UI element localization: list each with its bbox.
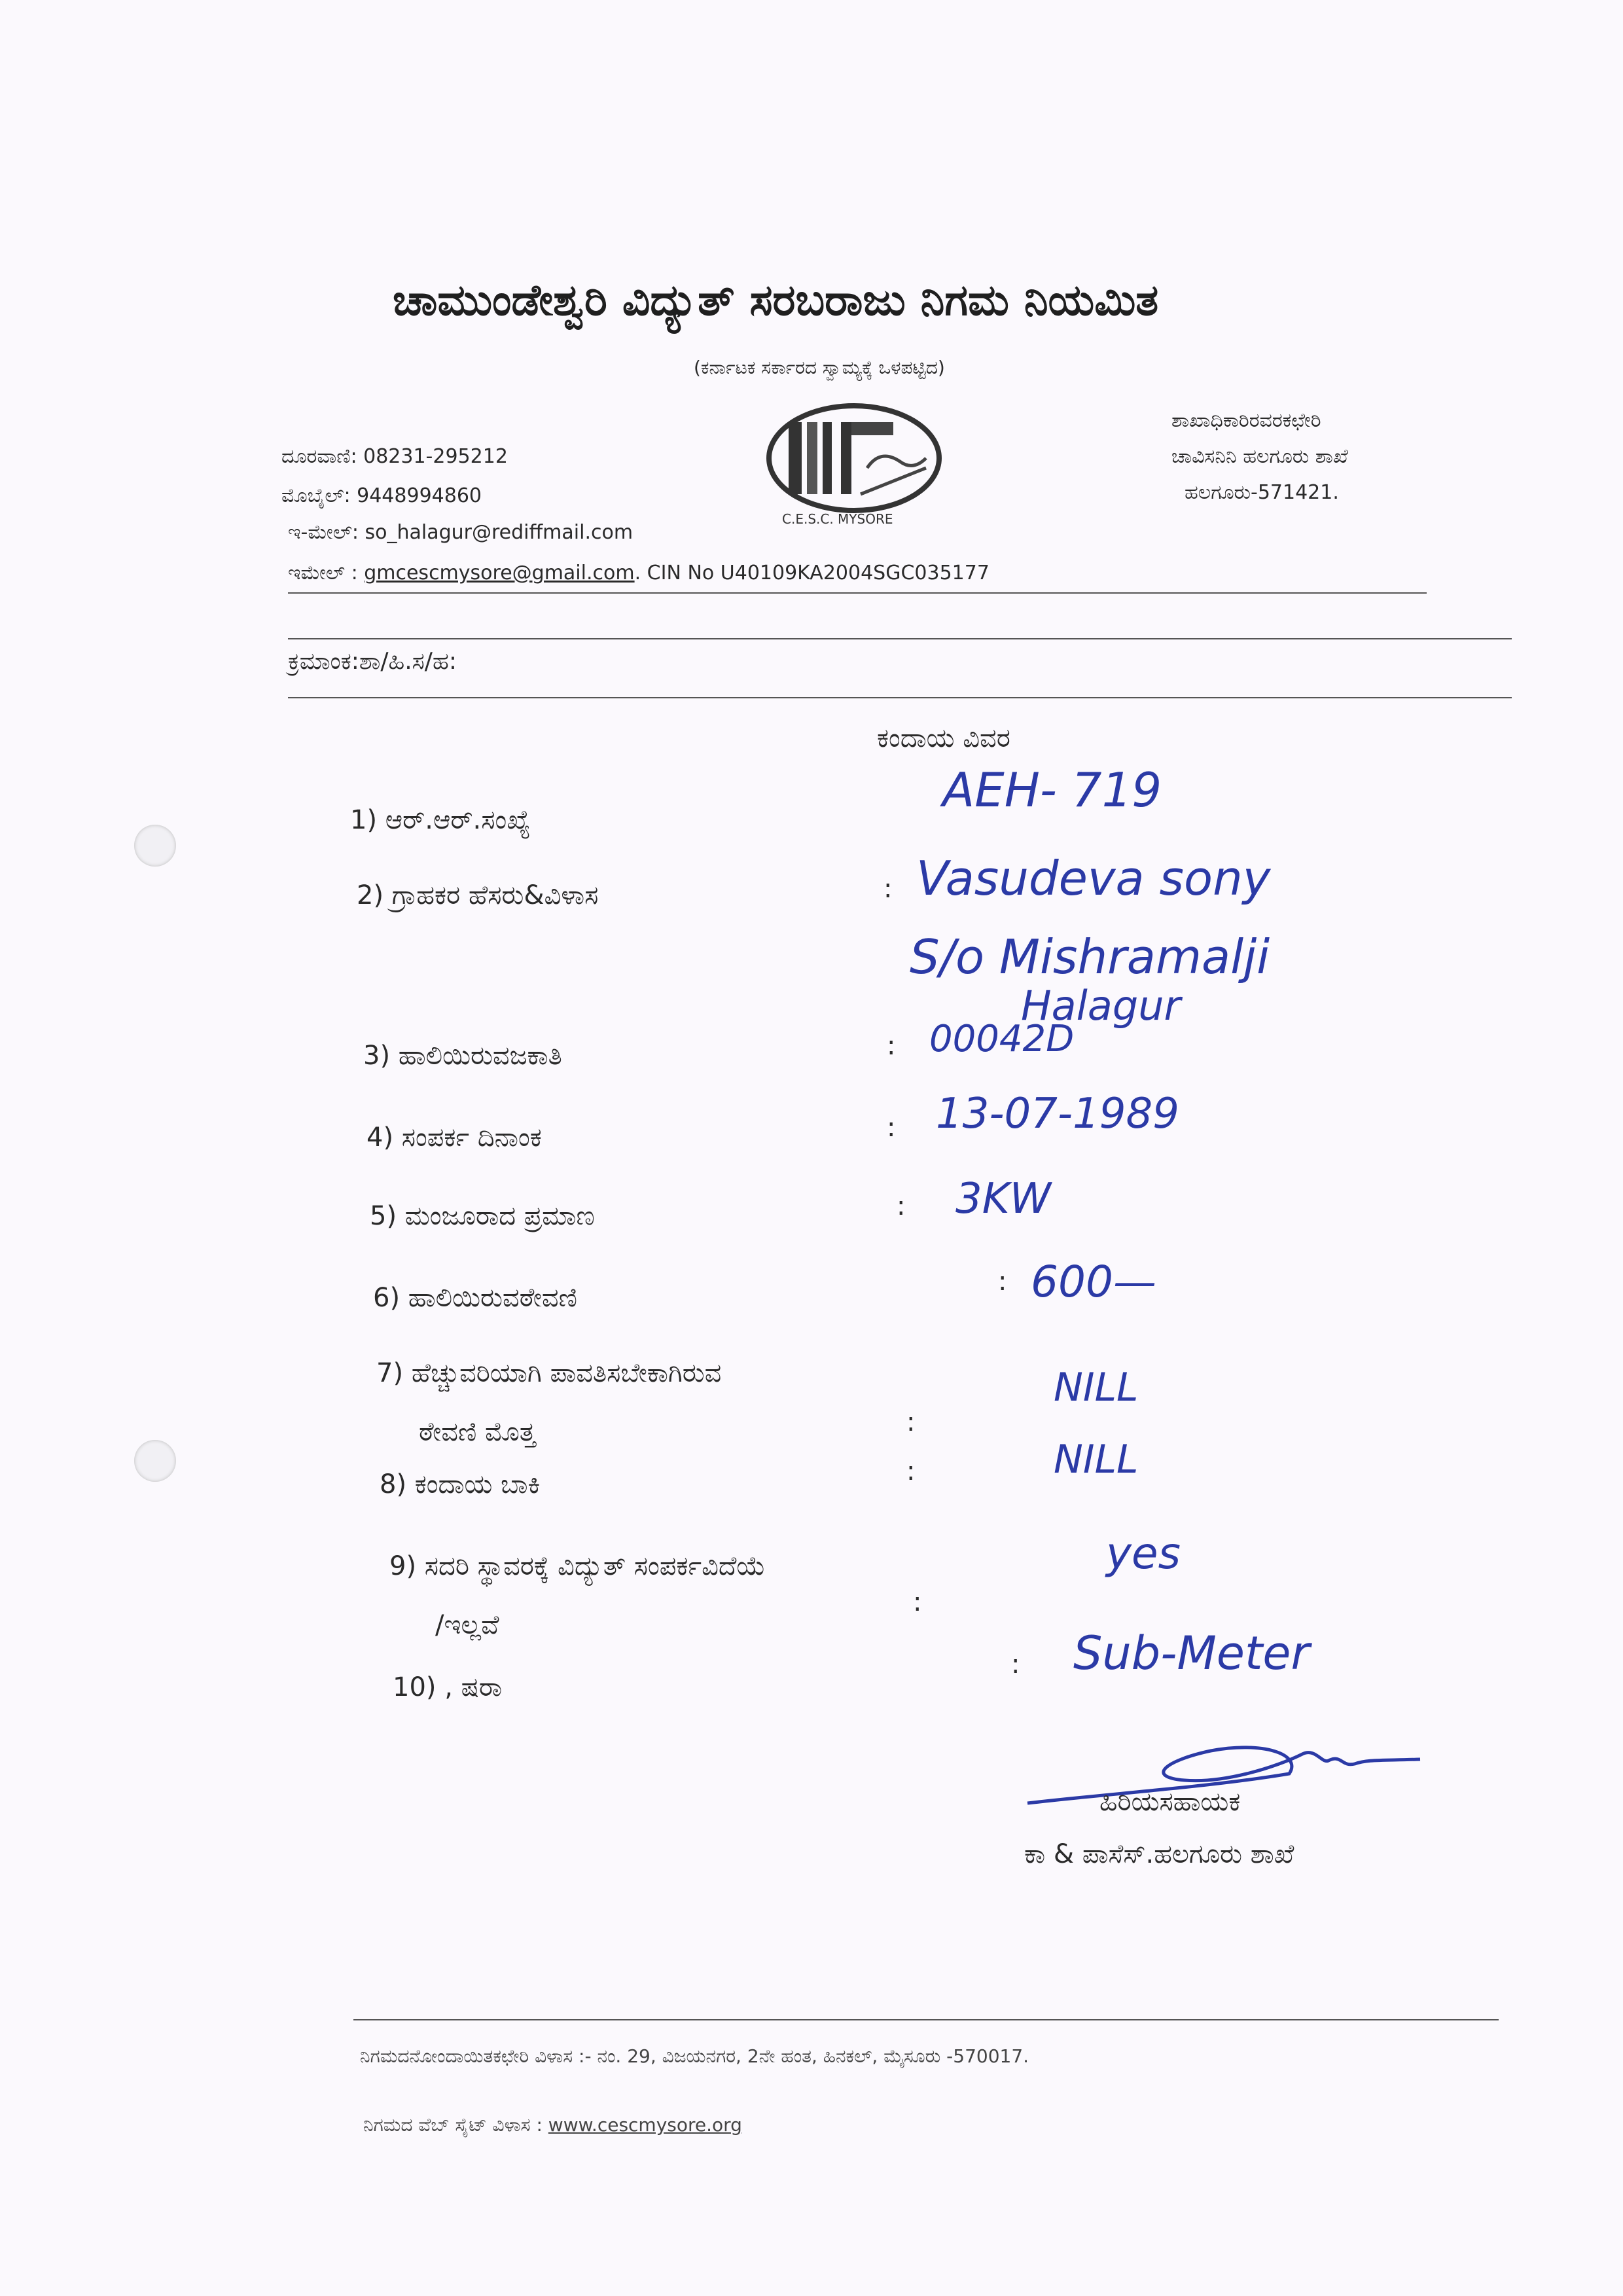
field-value-remarks: Sub-Meter — [1073, 1626, 1310, 1680]
field-value-tariff: 00042D — [929, 1018, 1075, 1060]
mobile-number: ಮೊಬೈಲ್: 9448994860 — [281, 484, 482, 507]
colon-8: : — [906, 1456, 916, 1486]
office-line-2: ಚಾವಿಸನಿನಿ ಹಲಗೂರು ಶಾಖೆ — [1171, 445, 1348, 468]
office-line-3: ಹಲಗೂರು-571421. — [1185, 481, 1339, 504]
header-divider — [288, 592, 1427, 594]
field-value-revenue-due: NILL — [1054, 1437, 1139, 1482]
colon-5: : — [897, 1191, 906, 1221]
punch-hole-top — [134, 825, 176, 867]
phone-number: ದೂರವಾಣಿ: 08231-295212 — [281, 445, 508, 468]
field-value-connection-date: 13-07-1989 — [936, 1090, 1179, 1138]
office-line-1: ಶಾಖಾಧಿಕಾರಿರವರಕಛೇರಿ — [1171, 409, 1321, 432]
field-value-consumer-place: Halagur — [1021, 982, 1181, 1030]
colon-4: : — [887, 1113, 896, 1143]
field-label-revenue-due: 8) ಕಂದಾಯ ಬಾಕಿ — [380, 1469, 541, 1499]
field-value-rr-number: AEH- 719 — [942, 762, 1162, 817]
field-label-tariff: 3) ಹಾಲಿಯಿರುವಜಕಾತಿ — [363, 1041, 562, 1071]
field-label-sanctioned-load: 5) ಮಂಜೂರಾದ ಪ್ರಮಾಣ — [370, 1201, 595, 1231]
section-heading: ಕಂದಾಯ ವಿವರ — [877, 723, 1010, 753]
colon-2: : — [883, 874, 893, 904]
field-label-connection-date: 4) ಸಂಪರ್ಕ ದಿನಾಂಕ — [366, 1122, 542, 1153]
field-label-yes-no: /ಇಲ್ಲವೆ — [435, 1610, 499, 1640]
field-value-existing-deposit: 600— — [1031, 1257, 1156, 1307]
signatory-office: ಕಾ & ಪಾಸೆಸ್.ಹಲಗೂರು ಶಾಖೆ — [1024, 1839, 1294, 1869]
cin-number: . CIN No U40109KA2004SGC035177 — [634, 562, 990, 584]
logo-text: C.E.S.C. MYSORE — [782, 511, 893, 527]
field-value-consumer-name: Vasudeva sony — [916, 851, 1271, 906]
colon-6: : — [998, 1266, 1007, 1297]
field-label-existing-deposit: 6) ಹಾಲಿಯಿರುವಠೇವಣಿ — [373, 1283, 577, 1313]
field-value-consumer-relation: S/o Mishramalji — [910, 929, 1270, 984]
organization-subtitle: (ಕರ್ನಾಟಕ ಸರ್ಕಾರದ ಸ್ವಾಮ್ಯಕ್ಕೆ ಒಳಪಟ್ಟಿದ) — [694, 357, 945, 378]
colon-9: : — [913, 1587, 922, 1617]
field-label-remarks: 10) , ಷರಾ — [393, 1672, 503, 1702]
field-value-additional-deposit: NILL — [1054, 1365, 1139, 1410]
reference-top-rule — [288, 638, 1512, 639]
colon-3: : — [887, 1031, 896, 1061]
email-secondary-value[interactable]: gmcescmysore@gmail.com — [364, 562, 635, 584]
field-label-rr-number: 1) ಆರ್.ಆರ್.ಸಂಖ್ಯೆ — [350, 805, 531, 835]
website-line — [363, 2114, 742, 2136]
cesc-logo — [762, 396, 946, 527]
organization-name: ಚಾಮುಂಡೇಶ್ವರಿ ವಿದ್ಯುತ್ ಸರಬರಾಜು ನಿಗಮ ನಿಯಮಿತ — [393, 275, 1159, 325]
email-secondary-label: ಇಮೇಲ್ : — [288, 562, 365, 584]
signatory-role: ಹಿರಿಯಸಹಾಯಕ — [1099, 1787, 1241, 1817]
field-label-consumer-name: 2) ಗ್ರಾಹಕರ ಹೆಸರು&ವಿಳಾಸ — [357, 880, 599, 910]
field-label-deposit-amount: ಠೇವಣಿ ಮೊತ್ತ — [419, 1417, 536, 1447]
footer-divider — [353, 2019, 1499, 2020]
colon-10: : — [1011, 1649, 1020, 1679]
colon-7: : — [906, 1407, 916, 1437]
registered-office-address: ನಿಗಮದನೋಂದಾಯಿತಕಛೇರಿ ವಿಳಾಸ :- ನಂ. 29, ವಿಜಯನಗರ, 2ನೇ ಹಂತ, ಹಿನಕಲ್, ಮೈಸೂರು -570017. — [360, 2045, 1029, 2067]
website-label: ನಿಗಮದ ವೆಬ್ ಸೈಟ್ ವಿಳಾಸ : — [363, 2114, 543, 2136]
reference-bottom-rule — [288, 697, 1512, 698]
field-value-sanctioned-load: 3KW — [955, 1175, 1051, 1223]
field-label-power-connection: 9) ಸದರಿ ಸ್ಥಾವರಕ್ಕೆ ವಿದ್ಯುತ್ ಸಂಪರ್ಕವಿದೆಯೆ — [389, 1551, 766, 1581]
reference-number: ಕ್ರಮಾಂಕ:ಶಾ/ಹಿ.ಸ/ಹ: — [288, 648, 457, 675]
field-label-additional-deposit: 7) ಹೆಚ್ಚುವರಿಯಾಗಿ ಪಾವತಿಸಬೇಕಾಗಿರುವ — [376, 1358, 722, 1388]
punch-hole-bottom — [134, 1440, 176, 1482]
email-primary: ಇ-ಮೇಲ್: so_halagur@rediffmail.com — [288, 521, 633, 544]
field-value-power-connection: yes — [1106, 1528, 1181, 1579]
website-link[interactable]: www.cescmysore.org — [548, 2114, 742, 2136]
email-secondary — [288, 562, 990, 584]
